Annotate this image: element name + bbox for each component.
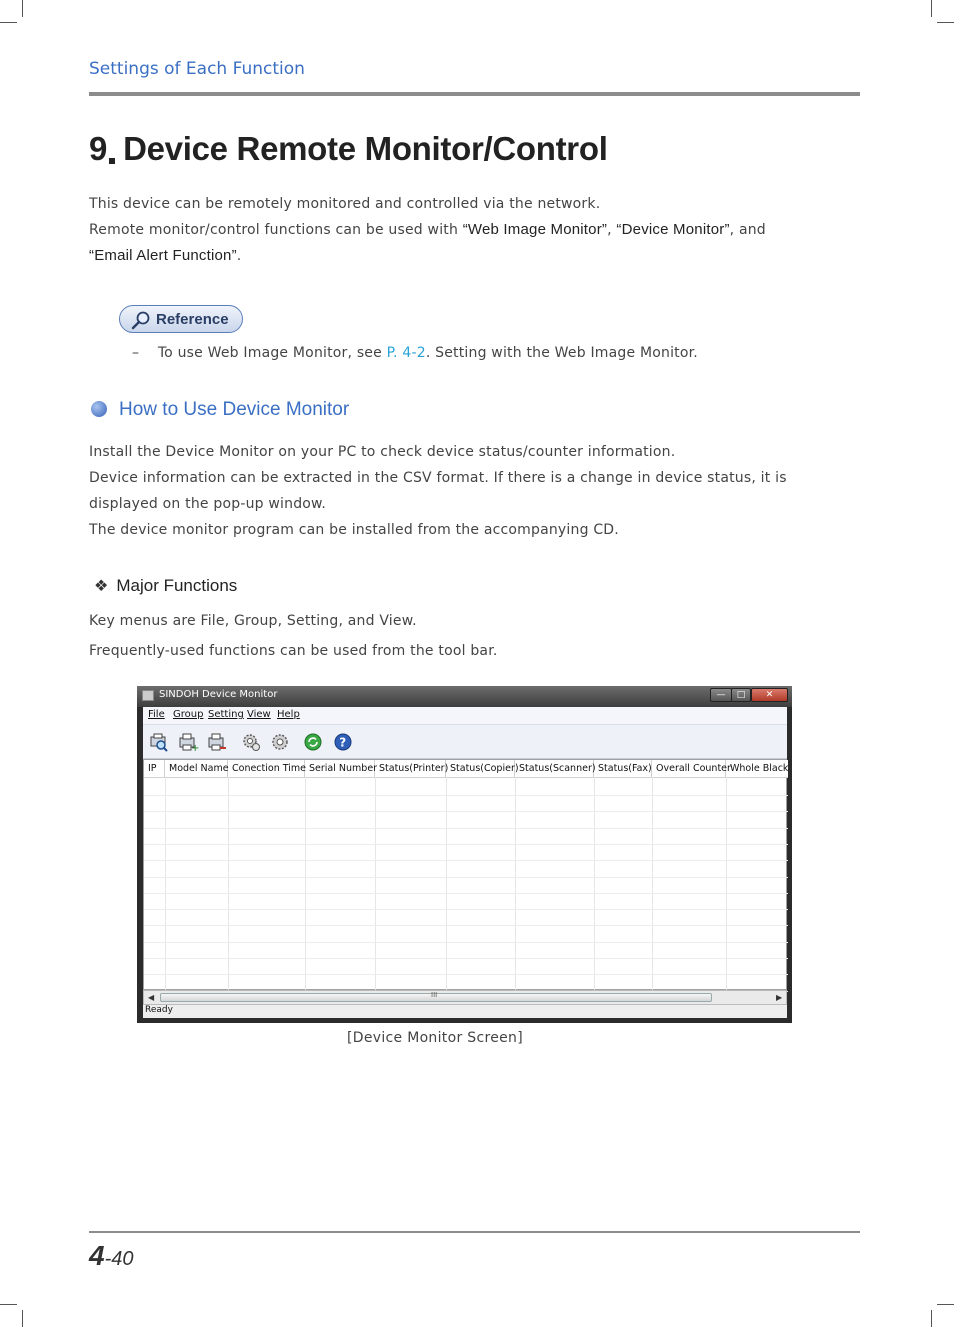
subsection-line-1: Key menus are File, Group, Setting, and View. — [89, 613, 417, 629]
grid-row-line — [144, 811, 788, 812]
reference-badge — [119, 305, 243, 333]
subsection-heading — [94, 576, 237, 596]
magnifier-icon — [131, 310, 153, 330]
add-printer-icon[interactable] — [178, 732, 198, 752]
intro-line-2 — [89, 217, 766, 243]
section-line-1: Install the Device Monitor on your PC to check device status/counter information. — [89, 444, 676, 460]
menu-group[interactable]: Group — [173, 709, 204, 720]
grid-row-line — [144, 909, 788, 910]
diamond-bullet-icon: ❖ — [94, 578, 109, 595]
section-title: How to Use Device Monitor — [119, 399, 350, 420]
intro-period: . — [236, 248, 242, 264]
svg-text:?: ? — [339, 735, 347, 750]
col-connection-time[interactable]: Conection Time — [228, 760, 305, 777]
horizontal-scrollbar[interactable] — [143, 990, 787, 1005]
grid-row-line — [144, 974, 788, 975]
col-status-printer[interactable]: Status(Printer) — [375, 760, 446, 777]
scroll-grip: III — [431, 991, 438, 999]
crop-mark — [931, 0, 932, 17]
device-monitor-window — [137, 686, 792, 1023]
col-serial-number[interactable]: Serial Number — [305, 760, 375, 777]
scroll-left-icon[interactable]: ◀ — [148, 993, 155, 1002]
blue-bullet-icon — [91, 401, 107, 417]
page-link[interactable]: P. 4-2 — [386, 345, 426, 361]
chapter-title — [89, 130, 608, 168]
menu-setting[interactable]: Setting — [208, 709, 244, 720]
crop-mark — [931, 1310, 932, 1327]
menu-view[interactable]: View — [247, 709, 271, 720]
section-line-2: Device information can be extracted in the CSV format. If there is a change in device status, it is — [89, 470, 787, 486]
scroll-right-icon[interactable]: ▶ — [776, 993, 783, 1002]
chapter-title-text: Device Remote Monitor/Control — [123, 130, 608, 167]
device-table — [143, 759, 787, 990]
grid-row-line — [144, 877, 788, 878]
web-image-monitor-term: “Web Image Monitor” — [462, 221, 608, 238]
grid-row-line — [144, 795, 788, 796]
intro-text: Remote monitor/control functions can be used with — [89, 222, 463, 238]
col-whole-black[interactable]: Whole Black — [730, 763, 789, 774]
header-rule — [89, 92, 860, 96]
section-line-3: displayed on the pop-up window. — [89, 496, 327, 512]
page-number — [89, 1240, 133, 1272]
remove-printer-icon[interactable] — [207, 732, 227, 752]
close-button[interactable]: ✕ — [751, 688, 788, 702]
toolbar — [143, 725, 787, 759]
svg-text:+: + — [191, 743, 200, 754]
footer-rule — [89, 1231, 860, 1233]
section-line-4: The device monitor program can be installed from the accompanying CD. — [89, 522, 619, 538]
email-alert-term: “Email Alert Function” — [89, 247, 237, 264]
grid-row-line — [144, 925, 788, 926]
intro-paragraph — [89, 191, 766, 269]
intro-line-1: This device can be remotely monitored and controlled via the network. — [89, 196, 601, 212]
crop-mark — [937, 1304, 954, 1305]
section-heading — [91, 399, 349, 421]
grid-row-line — [144, 958, 788, 959]
minimize-button[interactable]: — — [710, 688, 732, 702]
reference-label: Reference — [156, 311, 229, 328]
window-client — [143, 707, 787, 1018]
crop-mark — [0, 1304, 17, 1305]
menu-bar — [143, 707, 787, 725]
menu-help[interactable]: Help — [277, 709, 300, 720]
table-header — [144, 760, 788, 778]
reference-text: To use Web Image Monitor, see — [157, 345, 387, 361]
grid-row-line — [144, 942, 788, 943]
page-index: -40 — [104, 1248, 134, 1270]
window-titlebar[interactable] — [137, 686, 792, 707]
intro-sep: , — [607, 222, 617, 238]
subsection-title: Major Functions — [116, 576, 238, 595]
app-icon — [142, 690, 154, 701]
col-status-scanner[interactable]: Status(Scanner) — [515, 760, 594, 777]
scroll-thumb[interactable] — [160, 993, 712, 1002]
subsection-line-2: Frequently-used functions can be used from the tool bar. — [89, 643, 498, 659]
settings-gear-icon[interactable] — [241, 732, 261, 752]
col-overall-counter[interactable]: Overall Counter — [652, 760, 726, 777]
intro-line-3 — [89, 243, 766, 269]
reference-note — [132, 345, 698, 361]
status-bar — [143, 1005, 787, 1018]
status-text: Ready — [145, 1005, 173, 1015]
col-status-copier[interactable]: Status(Copier) — [446, 760, 515, 777]
maximize-button[interactable]: □ — [731, 688, 751, 702]
ip-search-icon[interactable] — [149, 732, 169, 752]
chapter-number: 9 — [89, 130, 108, 167]
menu-file[interactable]: File — [148, 709, 165, 720]
subsection-paragraph — [89, 606, 498, 666]
crop-mark — [22, 1310, 23, 1327]
crop-mark — [0, 22, 17, 23]
intro-and: , and — [729, 222, 766, 238]
reference-text-post: . Setting with the Web Image Monitor. — [425, 345, 698, 361]
running-header: Settings of Each Function — [89, 59, 305, 79]
chapter-dot — [109, 158, 115, 164]
col-status-fax[interactable]: Status(Fax) — [594, 760, 652, 777]
refresh-icon[interactable] — [303, 732, 323, 752]
crop-mark — [22, 0, 23, 17]
settings-gear-2-icon[interactable] — [270, 732, 290, 752]
section-paragraph — [89, 439, 787, 543]
page-chapter: 4 — [89, 1240, 105, 1271]
grid-row-line — [144, 828, 788, 829]
crop-mark — [937, 22, 954, 23]
reference-dash: – — [132, 345, 140, 361]
grid-row-line — [144, 860, 788, 861]
device-monitor-term: “Device Monitor” — [616, 221, 730, 238]
grid-row-line — [144, 844, 788, 845]
grid-row-line — [144, 893, 788, 894]
help-icon[interactable] — [333, 732, 353, 752]
window-title: SINDOH Device Monitor — [159, 689, 278, 700]
col-ip[interactable]: IP — [144, 760, 165, 777]
figure-caption: [Device Monitor Screen] — [347, 1030, 523, 1046]
col-model-name[interactable]: Model Name — [165, 760, 228, 777]
